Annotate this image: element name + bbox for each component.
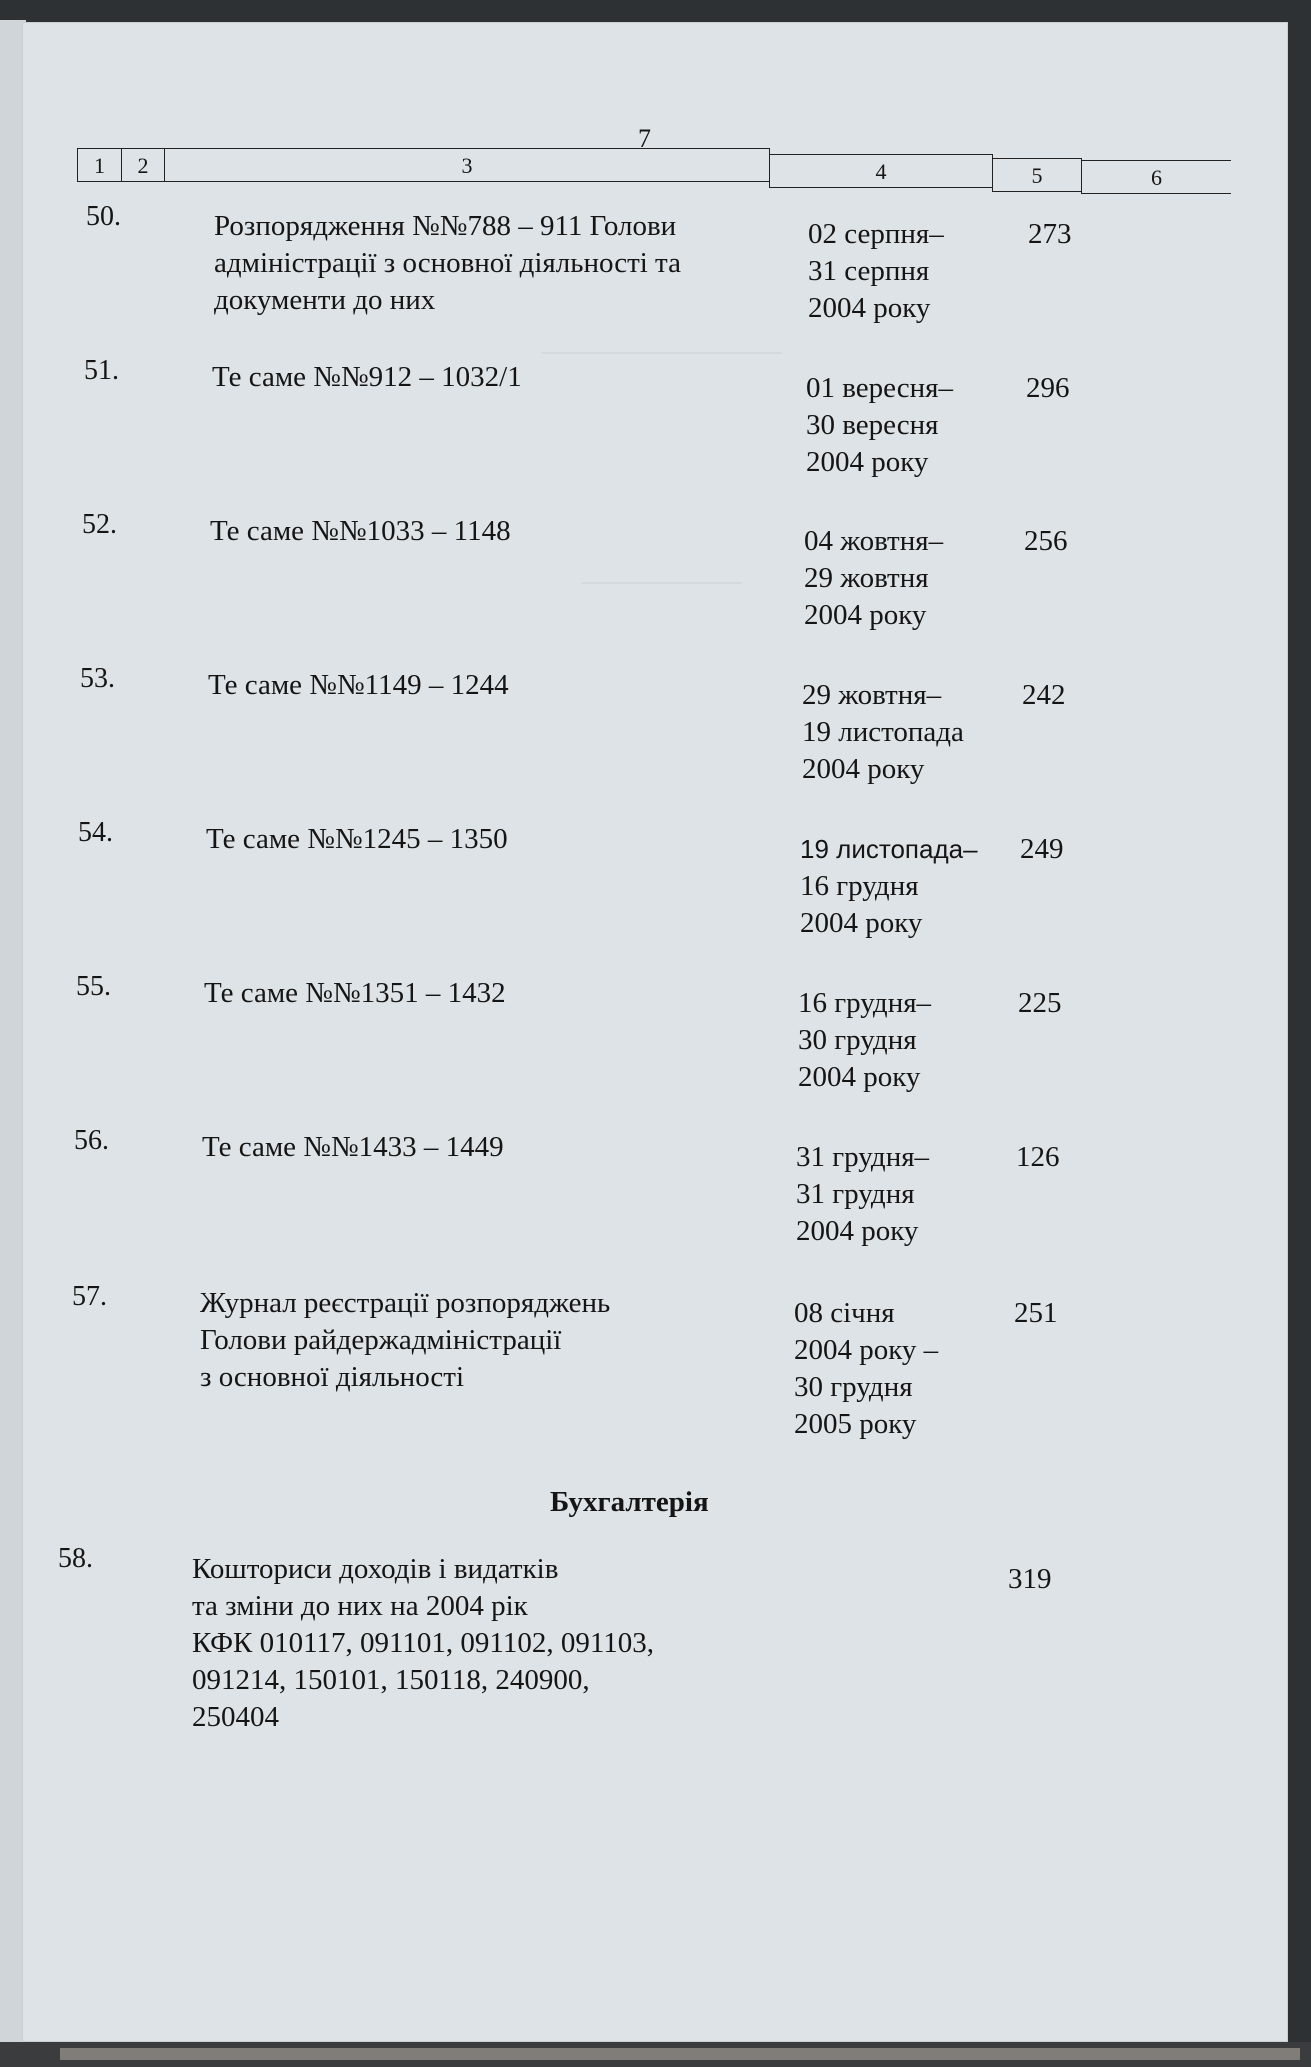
row-date-line: 31 грудня (796, 1178, 915, 1210)
row-title-line: та зміни до них на 2004 рік (192, 1590, 528, 1622)
row-title-line: Те саме №№1149 – 1244 (208, 669, 509, 701)
document-page (22, 22, 1288, 2042)
column-header-5: 5 (992, 158, 1082, 192)
row-title-line: Те саме №№1245 – 1350 (206, 823, 508, 855)
row-number: 57. (72, 1281, 107, 1312)
row-number: 53. (80, 663, 115, 694)
row-date-line: 19 листопада (802, 716, 964, 748)
row-date-line: 2004 року (804, 599, 927, 631)
row-date-line: 2005 року (794, 1408, 917, 1440)
column-header-6: 6 (1081, 160, 1231, 194)
row-number: 54. (78, 817, 113, 848)
row-date-line: 30 грудня (798, 1024, 917, 1056)
row-title-line: 091214, 150101, 150118, 240900, (192, 1664, 590, 1696)
column-header-3: 3 (164, 148, 770, 182)
row-date-line: 31 серпня (808, 255, 930, 287)
bleed-through-decoration (542, 352, 782, 354)
row-date-line: 02 серпня– (808, 218, 944, 250)
page-number: 7 (638, 124, 651, 153)
row-title-line: адміністрації з основної діяльності та (214, 247, 681, 279)
row-date-line: 2004 року – (794, 1334, 939, 1366)
column-header-2: 2 (121, 148, 165, 182)
row-title-line: Те саме №№1433 – 1449 (202, 1131, 504, 1163)
row-date-line: 19 листопада– (800, 834, 978, 864)
row-title-line: 250404 (192, 1701, 279, 1733)
row-title-line: Кошториси доходів і видатків (192, 1553, 559, 1585)
row-date-line: 16 грудня– (798, 987, 932, 1019)
row-title-line: Журнал реєстрації розпоряджень (200, 1287, 611, 1319)
row-title-line: Голови райдержадміністрації (200, 1324, 562, 1356)
row-date-line: 29 жовтня– (802, 679, 942, 711)
row-date-line: 30 вересня (806, 409, 939, 441)
row-count: 296 (1026, 372, 1070, 404)
row-count: 251 (1014, 1297, 1058, 1329)
row-date-line: 2004 року (796, 1215, 919, 1247)
row-title-line: Розпорядження №№788 – 911 Голови (214, 210, 677, 242)
row-title-line: документи до них (214, 284, 436, 316)
row-date-line: 16 грудня (800, 870, 919, 902)
row-title-line: Те саме №№1351 – 1432 (204, 977, 506, 1009)
row-date-line: 01 вересня– (806, 372, 953, 404)
row-date-line: 2004 року (806, 446, 929, 478)
row-count: 242 (1022, 679, 1066, 711)
row-number: 52. (82, 509, 117, 540)
row-date-line: 2004 року (808, 292, 931, 324)
row-number: 51. (84, 355, 119, 386)
row-number: 58. (58, 1543, 93, 1574)
row-date-line: 2004 року (802, 753, 925, 785)
row-date-line: 2004 року (800, 907, 923, 939)
row-date-line: 31 грудня– (796, 1141, 930, 1173)
row-count: 256 (1024, 525, 1068, 557)
row-count: 249 (1020, 833, 1064, 865)
row-count: 225 (1018, 987, 1062, 1019)
row-count: 273 (1028, 218, 1072, 250)
row-number: 56. (74, 1125, 109, 1156)
row-number: 55. (76, 971, 111, 1002)
row-date-line: 04 жовтня– (804, 525, 944, 557)
row-title-line: з основної діяльності (200, 1361, 465, 1393)
scan-bottom-edge (0, 2042, 1311, 2067)
row-number: 50. (86, 201, 121, 232)
column-header-4: 4 (769, 154, 993, 188)
row-count: 126 (1016, 1141, 1060, 1173)
row-title-line: Те саме №№912 – 1032/1 (212, 361, 522, 393)
row-date-line: 08 січня (794, 1297, 895, 1329)
row-title-line: КФК 010117, 091101, 091102, 091103, (192, 1627, 655, 1659)
row-date-line: 2004 року (798, 1061, 921, 1093)
row-count: 319 (1008, 1563, 1052, 1595)
column-header-1: 1 (77, 148, 122, 182)
bleed-through-decoration (582, 582, 742, 584)
row-date-line: 29 жовтня (804, 562, 929, 594)
row-date-line: 30 грудня (794, 1371, 913, 1403)
section-title: Бухгалтерія (550, 1486, 709, 1518)
row-title-line: Те саме №№1033 – 1148 (210, 515, 511, 547)
